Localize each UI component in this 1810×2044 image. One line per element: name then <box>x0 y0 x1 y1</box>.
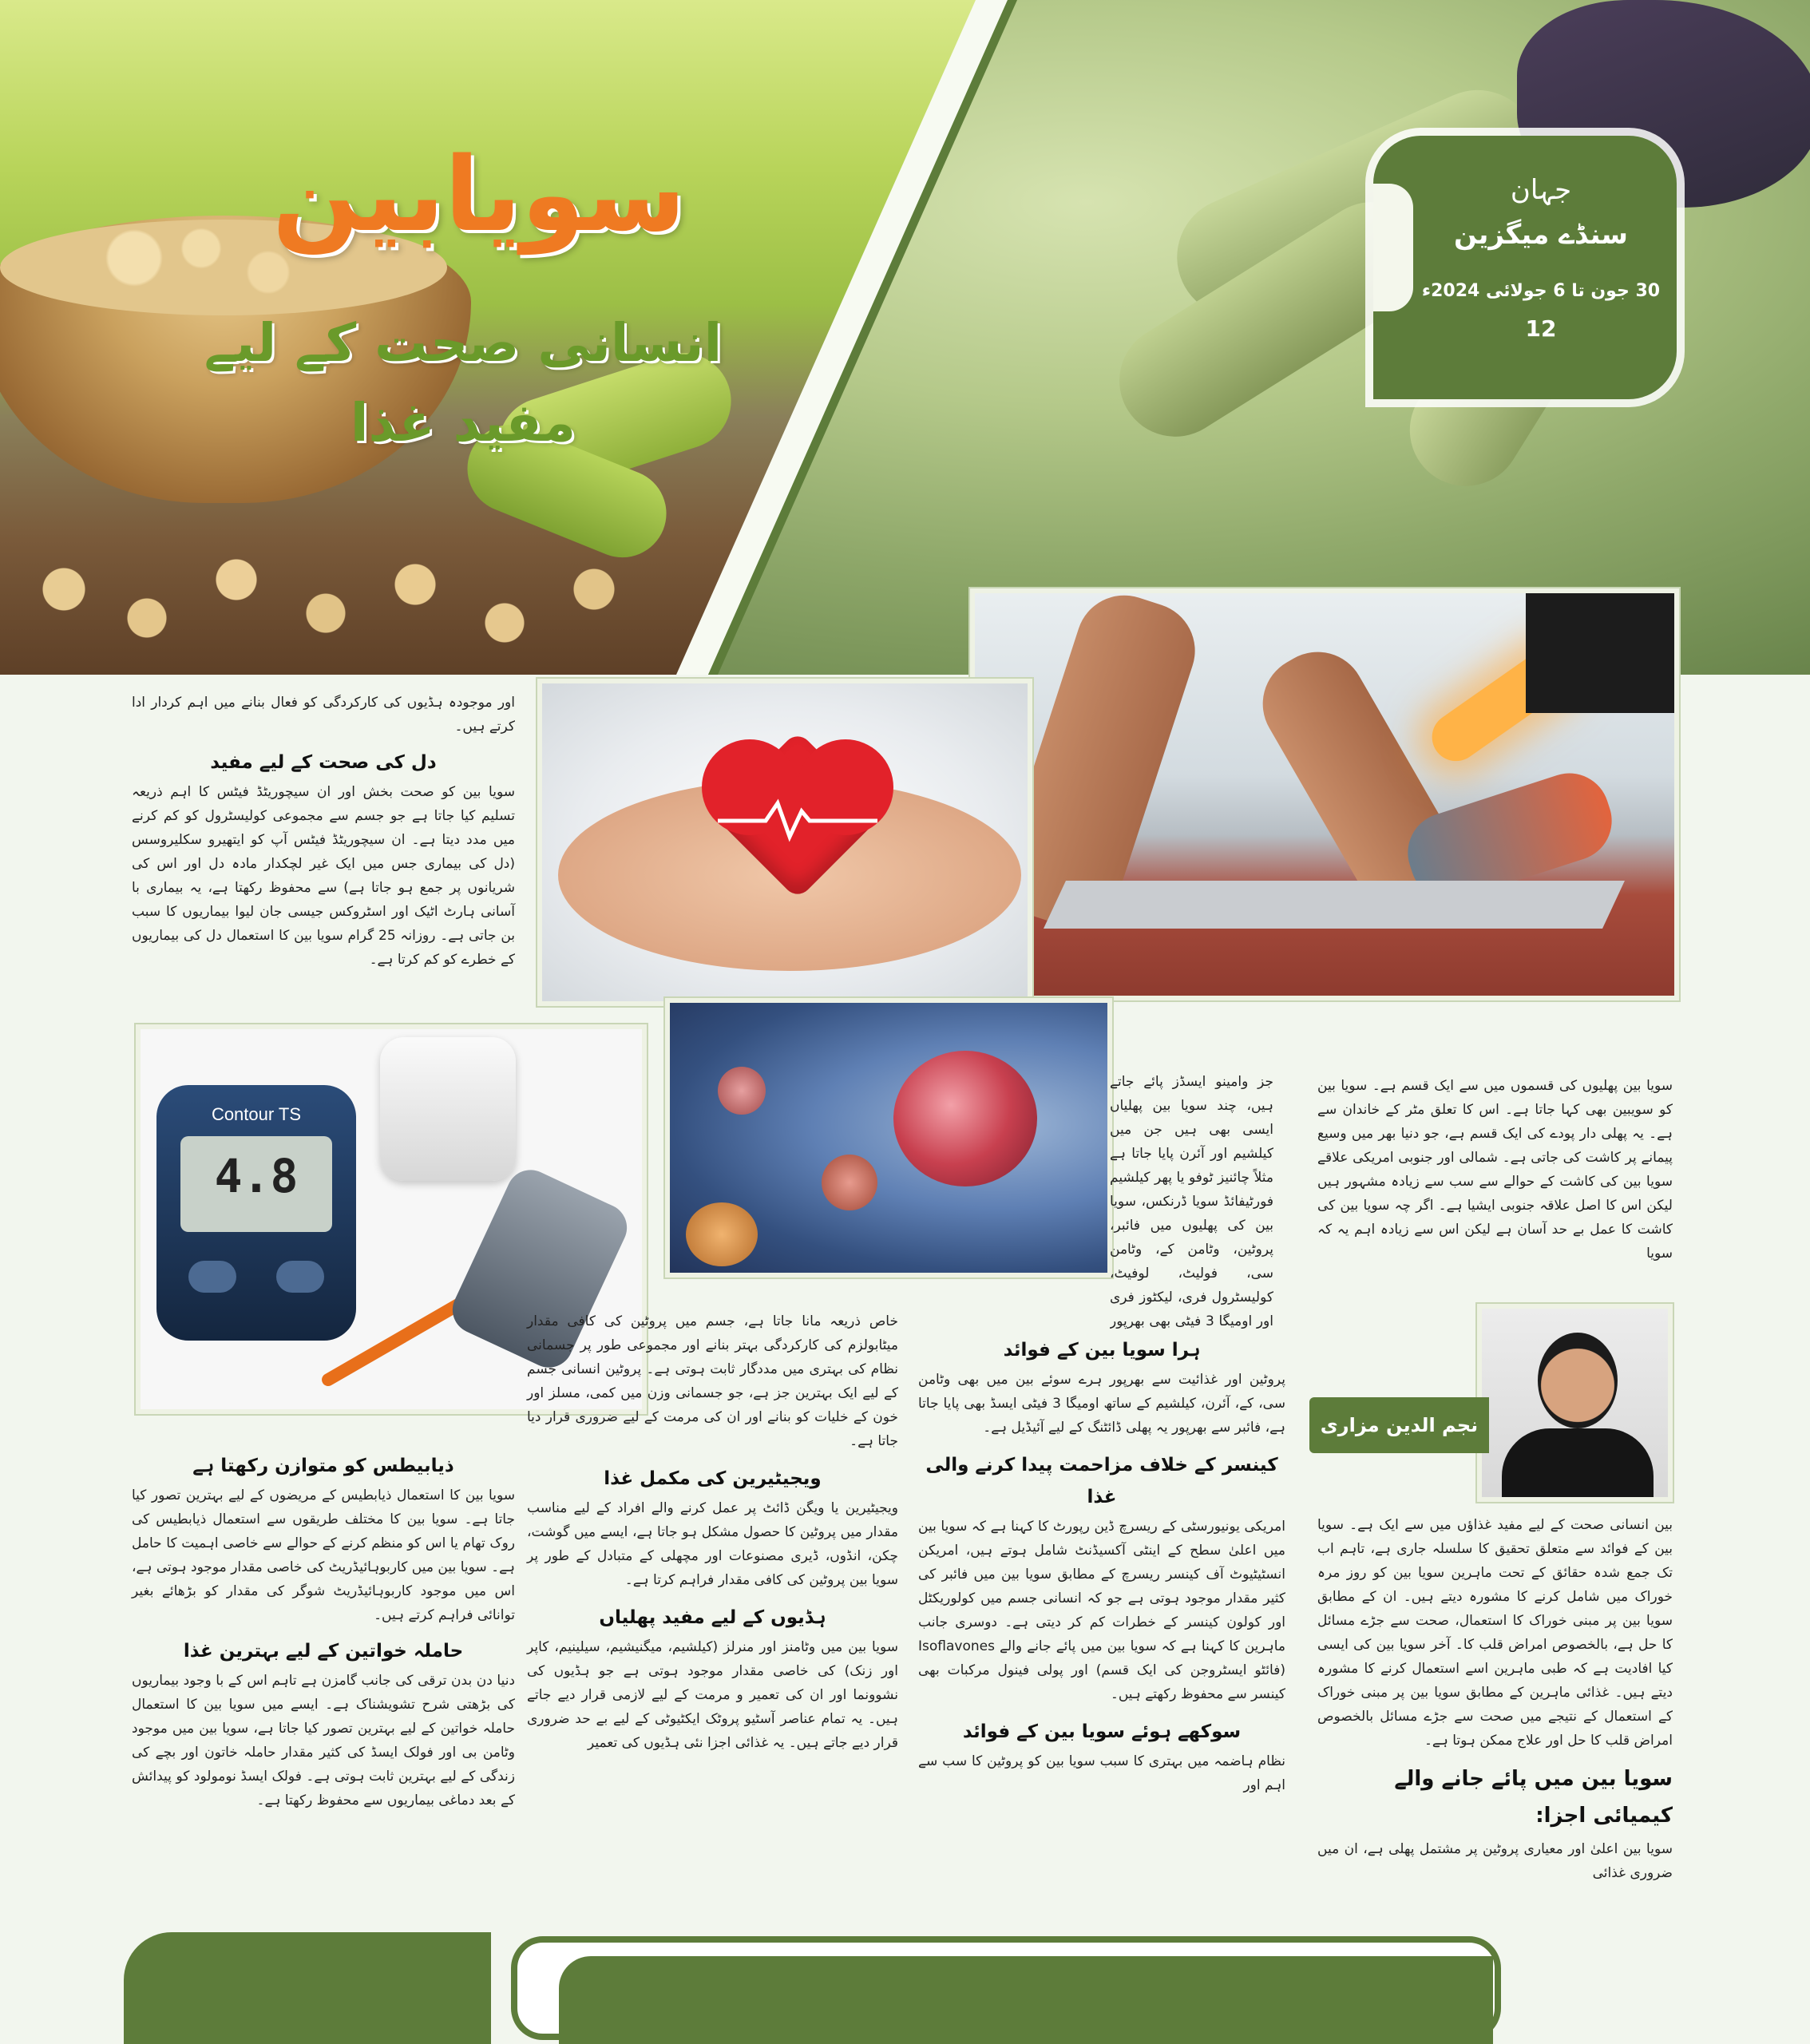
author-name: نجم الدین مزاری <box>1309 1397 1489 1453</box>
article-column-1b <box>1317 1513 1673 1885</box>
badge-date: 30 جون تا 6 جولائی 2024ء <box>1421 281 1661 301</box>
col2-heading-1: ہرا سویا بین کے فوائد <box>1003 1340 1201 1361</box>
col3-heading-2: ہڈیوں کے لیے مفید پھلیاں <box>599 1607 826 1628</box>
col4-paragraph-0: اور موجودہ ہڈیوں کی کارکردگی کو فعال بنانے میں اہم کردار ادا کرتے ہیں۔ <box>132 695 515 735</box>
cancer-cell-photo <box>665 998 1112 1278</box>
article-column-1 <box>1317 1074 1673 1266</box>
glucose-meter-device <box>156 1085 356 1341</box>
article-column-3 <box>527 1309 898 1755</box>
col1-paragraph-3: سویا بین اعلیٰ اور معیاری پروٹین پر مشتمل پھلی ہے، ان میں ضروری غذائی <box>1317 1841 1673 1881</box>
author-photo <box>1477 1304 1673 1502</box>
meter-display: 4.8 <box>214 1149 299 1203</box>
col2-paragraph-1: پروٹین اور غذائیت سے بھرپور ہرے سوئے بین میں بھی وٹامن سی، کے، آئرن، کیلشیم کے ساتھ اومیگا 3 فیٹی ایسڈ بھی پایا جاتا ہے، فائبر سے بھرپور یہ پھلی ڈائٹنگ کے لیے آئیڈیل ہے۔ <box>918 1372 1285 1436</box>
footer-left-block <box>124 1932 491 2044</box>
col1-paragraph-1: سویا بین پھلیوں کی قسموں میں سے ایک قسم ہے۔ سویا بین کو سویبین بھی کہا جاتا ہے۔ اس کا تعلق مٹر کے خاندان سے ہے۔ یہ پھلی دار پودے کی ایک قسم ہے، جو دنیا بھر میں وسیع پیمانے پر کاشت کی جاتی ہے۔ شمالی اور جنوبی امریکی علاقے سویا بین کی کاشت کے حوالے سے سب سے زیادہ مشہور ہیں لیکن اس کا اصل علاقہ جنوبی ایشیا ہے۔ اگر چہ سویا بین کی کاشت کا عمل بے حد آسان ہے لیکن اس سے زیادہ اہم یہ کہ سویا <box>1317 1078 1673 1262</box>
badge-line2: سنڈے میگزین <box>1454 219 1628 251</box>
col3-heading-1: ویجیٹیرین کی مکمل غذا <box>604 1468 822 1489</box>
col1-heading-1: سویا بین میں پائے جانے والے کیمیائی اجزا: <box>1394 1767 1673 1828</box>
col4-heading-1: دل کی صحت کے لیے مفید <box>210 752 437 773</box>
col2-heading-3: سوکھے ہوئے سویا بین کے فوائد <box>962 1721 1242 1742</box>
badge-line1: جہان <box>1510 174 1572 206</box>
badge-page: 12 <box>1525 315 1557 342</box>
col4-paragraph-3: دنیا دن بدن ترقی کی جانب گامزن ہے تاہم اس کے با وجود بیماریوں کی بڑھتی شرح تشویشناک ہے۔ ایسے میں سویا بین کا استعمال حاملہ خواتین کے لیے بہترین تصور کیا جاتا ہے، سویا بین میں موجود وٹامن بی اور فولک ایسڈ کی کثیر مقدار حاملہ خاتون اور بچے کی زندگی کے لیے بہترین ثابت ہوتی ہے۔ فولک ایسڈ نومولود کو پیدائش کے بعد دماغی بیماریوں سے محفوظ رکھتا ہے۔ <box>132 1673 515 1808</box>
col2-paragraph-0: جز وامینو ایسڈز پائے جاتے ہیں، چند سویا بین پھلیاں ایسی بھی ہیں جن میں کیلشیم اور آئرن پایا جاتا ہے مثلاً چائنیز ٹوفو یا پھر کیلشیم فورٹیفائڈ سویا ڈرنکس، سویا بین کی پھلیوں میں فائبر، پروٹین، وٹامن کے، وٹامن سی، فولیٹ، لوفیٹ، کولیسٹرول فری، لیکٹوز فری اور اومیگا 3 فیٹی بھی بھرپور <box>1110 1074 1273 1329</box>
article-column-2-top <box>1110 1070 1273 1333</box>
col1-paragraph-2: بین انسانی صحت کے لیے مفید غذاؤں میں سے ایک ہے۔ سویا بین کے فوائد سے متعلق تحقیق کا سلسلہ جاری ہے، تاہم اب تک جمع شدہ حقائق کے تحت ماہرین سویا بین کو روز مرہ خوراک میں شامل کرنے کا مشورہ دیتے ہیں۔ ان کے مطابق سویا بین پر مبنی خوراک کا استعمال، صحت سے جڑے مسائل کا حل ہے، بالخصوص امراض قلب کا۔ آخر سویا بین کی ایسی کیا افادیت ہے کہ طبی ماہرین اسے استعمال کرنے کا مشورہ دیتے ہیں۔ غذائی ماہرین کے مطابق سویا بین پر مبنی خوراک کے استعمال کے نتیجے میں صحت سے جڑے مسائل بالخصوص امراض قلب کا حل اور علاج ممکن ہوتا ہے۔ <box>1317 1517 1673 1749</box>
col2-paragraph-2: امریکی یونیورسٹی کے ریسرچ ڈین رپورٹ کا کہنا ہے کہ سویا بین میں اعلیٰ سطح کے اینٹی آکسیڈنٹ شامل ہوتے ہیں، امریکن انسٹیٹیوٹ آف کینسر ریسرچ کے مطابق سویا بین میں فائبر کی کثیر مقدار موجود ہوتی ہے جو کہ انسانی جسم میں کولوریکٹل اور کولون کینسر کے خطرات کم کر دیتی ہے۔ دوسری جانب ماہرین کا کہنا ہے کہ سویا بین میں پائے جانے والے Isoflavones (فائٹو ایسٹروجن کی ایک قسم) اور پولی فینول مرکبات بھی کینسر سے محفوظ رکھتے ہیں۔ <box>918 1519 1285 1702</box>
footer-green-bar <box>559 1956 1493 2044</box>
article-column-4 <box>132 1445 515 1812</box>
article-column-4-top <box>132 691 515 972</box>
col3-paragraph-0: خاص ذریعہ مانا جاتا ہے، جسم میں پروٹین کی کافی مقدار میٹابولزم کی کارکردگی بہتر بنانے اور مجموعی طور پر جسمانی نظام کی بہتری میں مددگار ثابت ہوتی ہے۔ پروٹین انسانی جسم کے لیے ایک بہترین جز ہے، جو جسمانی وزن میں کمی، مسلز اور خون کے خلیات کو بنانے اور ان کی مرمت کے لیے ضروری قرار دیا جاتا ہے۔ <box>527 1313 898 1449</box>
article-column-2 <box>918 1329 1285 1797</box>
meter-brand: Contour TS <box>211 1104 302 1124</box>
col4-heading-2: ذیابیطس کو متوازن رکھتا ہے <box>192 1456 454 1476</box>
col4-heading-3: حاملہ خواتین کے لیے بہترین غذا <box>183 1641 464 1662</box>
heart-hands-photo <box>537 679 1032 1006</box>
magazine-badge <box>1373 136 1677 399</box>
col2-heading-2: کینسر کے خلاف مزاحمت پیدا کرنے والی غذا <box>925 1455 1278 1507</box>
badge-ribbon <box>1373 184 1413 311</box>
col3-paragraph-1: ویجیٹیرین یا ویگن ڈائٹ پر عمل کرنے والے افراد کے لیے مناسب مقدار میں پروٹین کا حصول مشکل ہو جاتا ہے، ایسے میں گوشت، چکن، انڈوں، ڈیری مصنوعات اور مچھلی کے متبادل کے طور پر سویا بین پروٹین کی کافی مقدار فراہم کرتا ہے۔ <box>527 1500 898 1588</box>
main-title: سویابین <box>272 136 686 255</box>
col3-paragraph-2: سویا بین میں وٹامنز اور منرلز (کیلشیم، میگنیشیم، سیلینیم، کاپر اور زنک) کی خاصی مقدار موجود ہوتی ہے جو ہڈیوں کی نشوونما اور ان کی تعمیر و مرمت کے لیے لازمی قرار دیے جاتے ہیں۔ یہ تمام عناصر آسٹیو پروٹک ایکٹیوٹی کے لیے بے حد ضروری قرار دیے جاتے ہیں۔ یہ غذائی اجزا نئی ہڈیوں کی تعمیر <box>527 1639 898 1751</box>
col2-paragraph-3: نظام ہاضمہ میں بہتری کا سبب سویا بین کو پروٹین کا سب سے اہم اور <box>918 1753 1285 1793</box>
subtitle: انسانی صحت کے لیے مفید غذا <box>204 312 723 454</box>
col4-paragraph-2: سویا بین کا استعمال ذیابطیس کے مریضوں کے لیے بہترین تصور کیا جاتا ہے۔ سویا بین کا مختلف طریقوں سے استعمال ذیابطیس کی روک تھام یا اس کو منظم کرنے کے حوالے سے خاصی اہمیت کا حامل ہے۔ سویا بین میں کاربوہائیڈریٹ کی خاصی مقدار موجود ہوتی ہے، اس میں موجود کاربوہائیڈریٹ شوگر کی مقدار کو بڑھائے بغیر توانائی فراہم کرتے ہیں۔ <box>132 1487 515 1623</box>
runner-photo <box>970 588 1679 1000</box>
col4-paragraph-1: سویا بین کو صحت بخش اور ان سیچوریٹڈ فیٹس کا اہم ذریعہ تسلیم کیا جاتا ہے جو جسم سے مجموعی کولیسٹرول کو کم کرنے میں مدد دیتا ہے۔ ان سیچوریٹڈ فیٹس آپ کو ایتھیرو سکلیروسس (دل کی بیماری جس میں ایک غیر لچکدار مادہ دل اور اس کی شریانوں پر جمع ہو جاتا ہے) سے محفوظ رکھتا ہے، یہ بیماری با آسانی ہارٹ اٹیک اور اسٹروکس جیسی جان لیوا بیماریوں کا سبب بن جاتی ہے۔ روزانہ 25 گرام سویا بین کا استعمال دل کی بیماریوں کے خطرے کو کم کرتا ہے۔ <box>132 784 515 968</box>
heartbeat-icon <box>718 795 877 843</box>
